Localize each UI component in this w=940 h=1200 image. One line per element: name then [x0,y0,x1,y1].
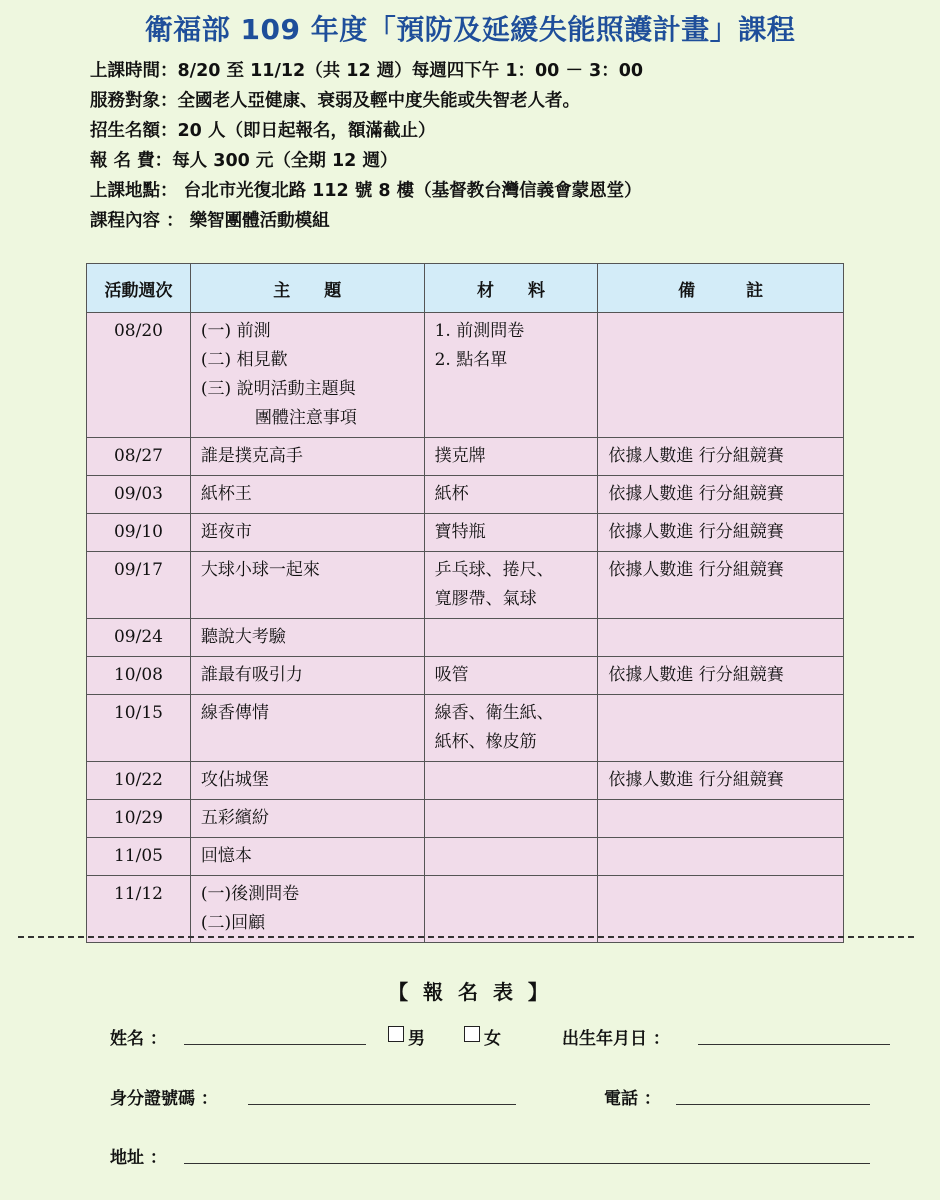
week-cell: 09/24 [87,619,191,657]
info-value: 20 人（即日起報名，額滿截止） [177,121,436,141]
topic-line: 逛夜市 [200,522,252,542]
info-location [90,176,643,206]
address-label: 地址 ： [110,1148,167,1168]
info-label: 上課時間： [90,61,178,81]
material-cell [424,514,598,552]
material-line: 吸管 [434,665,469,685]
material-line: 紙杯、橡皮筋 [434,732,537,752]
topic-line: 誰是撲克高手 [200,446,303,466]
topic-cell [190,552,424,619]
topic-cell [190,619,424,657]
table-row [87,695,844,762]
form-title: 【 報 名 表 】 [388,980,552,1004]
id-number-field[interactable] [248,1104,516,1105]
birth-label: 出生年月日 ： [562,1029,670,1049]
info-quota [90,116,643,146]
table-row [87,657,844,695]
material-cell [424,876,598,943]
topic-cell [190,313,424,438]
note-cell: 依據人數進 行分組競賽 [598,762,844,800]
topic-cell [190,438,424,476]
week-cell: 08/20 [87,313,191,438]
note-cell: 依據人數進 行分組競賽 [598,438,844,476]
table-row [87,876,844,943]
topic-line: (二) 相見歡 [200,350,288,370]
material-cell [424,657,598,695]
topic-line: 聽說大考驗 [200,627,286,647]
material-line: 線香、衛生紙、 [434,703,554,723]
info-value: 台北市光復北路 112 號 8 樓（基督教台灣信義會蒙恩堂） [177,181,642,201]
topic-cell [190,514,424,552]
header-week: 活動週次 [87,264,191,313]
week-cell: 09/03 [87,476,191,514]
info-label: 服務對象： [90,91,178,111]
name-field[interactable] [184,1044,366,1045]
phone-label: 電話 ： [604,1089,661,1109]
topic-line: (一)後測問卷 [200,884,300,904]
page-title: 衛福部 109 年度「預防及延緩失能照護計畫」課程 [144,13,796,46]
note-cell: 依據人數進 行分組競賽 [598,476,844,514]
week-cell: 11/05 [87,838,191,876]
note-cell: 依據人數進 行分組競賽 [598,552,844,619]
week-cell: 10/15 [87,695,191,762]
schedule-body [87,313,844,943]
topic-cell [190,838,424,876]
material-cell [424,800,598,838]
topic-line: 攻佔城堡 [200,770,269,790]
header-material: 材 料 [424,264,598,313]
info-content [90,206,643,236]
note-cell [598,695,844,762]
topic-cell [190,876,424,943]
note-cell: 依據人數進 行分組競賽 [598,514,844,552]
table-row [87,438,844,476]
info-label: 課程內容 ： [90,211,184,231]
material-cell [424,552,598,619]
topic-cell [190,476,424,514]
table-row [87,619,844,657]
info-fee [90,146,643,176]
header-topic: 主 題 [190,264,424,313]
table-row [87,313,844,438]
material-cell [424,695,598,762]
table-row [87,762,844,800]
address-field[interactable] [184,1163,870,1164]
material-cell [424,619,598,657]
table-row [87,838,844,876]
note-cell [598,838,844,876]
topic-line: (一) 前測 [200,321,271,341]
female-checkbox[interactable] [464,1026,480,1042]
info-value: 全國老人亞健康、衰弱及輕中度失能或失智老人者。 [177,91,580,111]
material-cell [424,762,598,800]
topic-line: (二)回顧 [200,913,266,933]
topic-line: 紙杯王 [200,484,252,504]
topic-line: 大球小球一起來 [200,560,320,580]
topic-line: 誰最有吸引力 [200,665,303,685]
week-cell: 10/29 [87,800,191,838]
table-row [87,800,844,838]
topic-line: 線香傳情 [200,703,269,723]
week-cell: 09/17 [87,552,191,619]
table-row [87,514,844,552]
phone-field[interactable] [676,1104,870,1105]
topic-line: 五彩繽紛 [200,808,269,828]
material-line: 寬膠帶、氣球 [434,589,537,609]
material-line: 1. 前測問卷 [434,321,525,341]
course-info [90,56,643,236]
topic-line: 回憶本 [200,846,252,866]
info-value: 每人 300 元（全期 12 週） [172,151,398,171]
material-line: 紙杯 [434,484,469,504]
material-line: 撲克牌 [434,446,486,466]
topic-line: 團體注意事項 [254,408,357,428]
material-line: 乒乓球、捲尺、 [434,560,554,580]
material-line: 寶特瓶 [434,522,486,542]
table-row [87,476,844,514]
cut-line-divider [18,936,914,938]
material-line: 2. 點名單 [434,350,508,370]
material-cell [424,313,598,438]
table-header-row [87,264,844,313]
info-value: 樂智團體活動模組 [183,211,330,231]
info-label: 上課地點： [90,181,178,201]
topic-cell [190,800,424,838]
week-cell: 11/12 [87,876,191,943]
header-note: 備 註 [598,264,844,313]
male-checkbox[interactable] [388,1026,404,1042]
schedule-table [86,263,844,943]
week-cell: 10/08 [87,657,191,695]
week-cell: 08/27 [87,438,191,476]
material-cell [424,476,598,514]
week-cell: 09/10 [87,514,191,552]
name-label: 姓名 ： [110,1029,167,1049]
id-label: 身分證號碼 ： [110,1089,218,1109]
info-label: 招生名額： [90,121,178,141]
info-value: 8/20 至 11/12（共 12 週）每週四下午 1：00 － 3：00 [177,61,644,81]
note-cell [598,313,844,438]
birth-date-field[interactable] [698,1044,890,1045]
topic-line: (三) 說明活動主題與 [200,379,356,399]
material-cell [424,438,598,476]
info-time [90,56,643,86]
info-target [90,86,643,116]
note-cell: 依據人數進 行分組競賽 [598,657,844,695]
topic-cell [190,657,424,695]
info-label: 報 名 費： [90,151,173,171]
topic-cell [190,695,424,762]
material-cell [424,838,598,876]
note-cell [598,619,844,657]
female-label: 女 [484,1029,501,1049]
note-cell [598,800,844,838]
table-row [87,552,844,619]
male-label: 男 [408,1029,425,1049]
topic-cell [190,762,424,800]
note-cell [598,876,844,943]
week-cell: 10/22 [87,762,191,800]
